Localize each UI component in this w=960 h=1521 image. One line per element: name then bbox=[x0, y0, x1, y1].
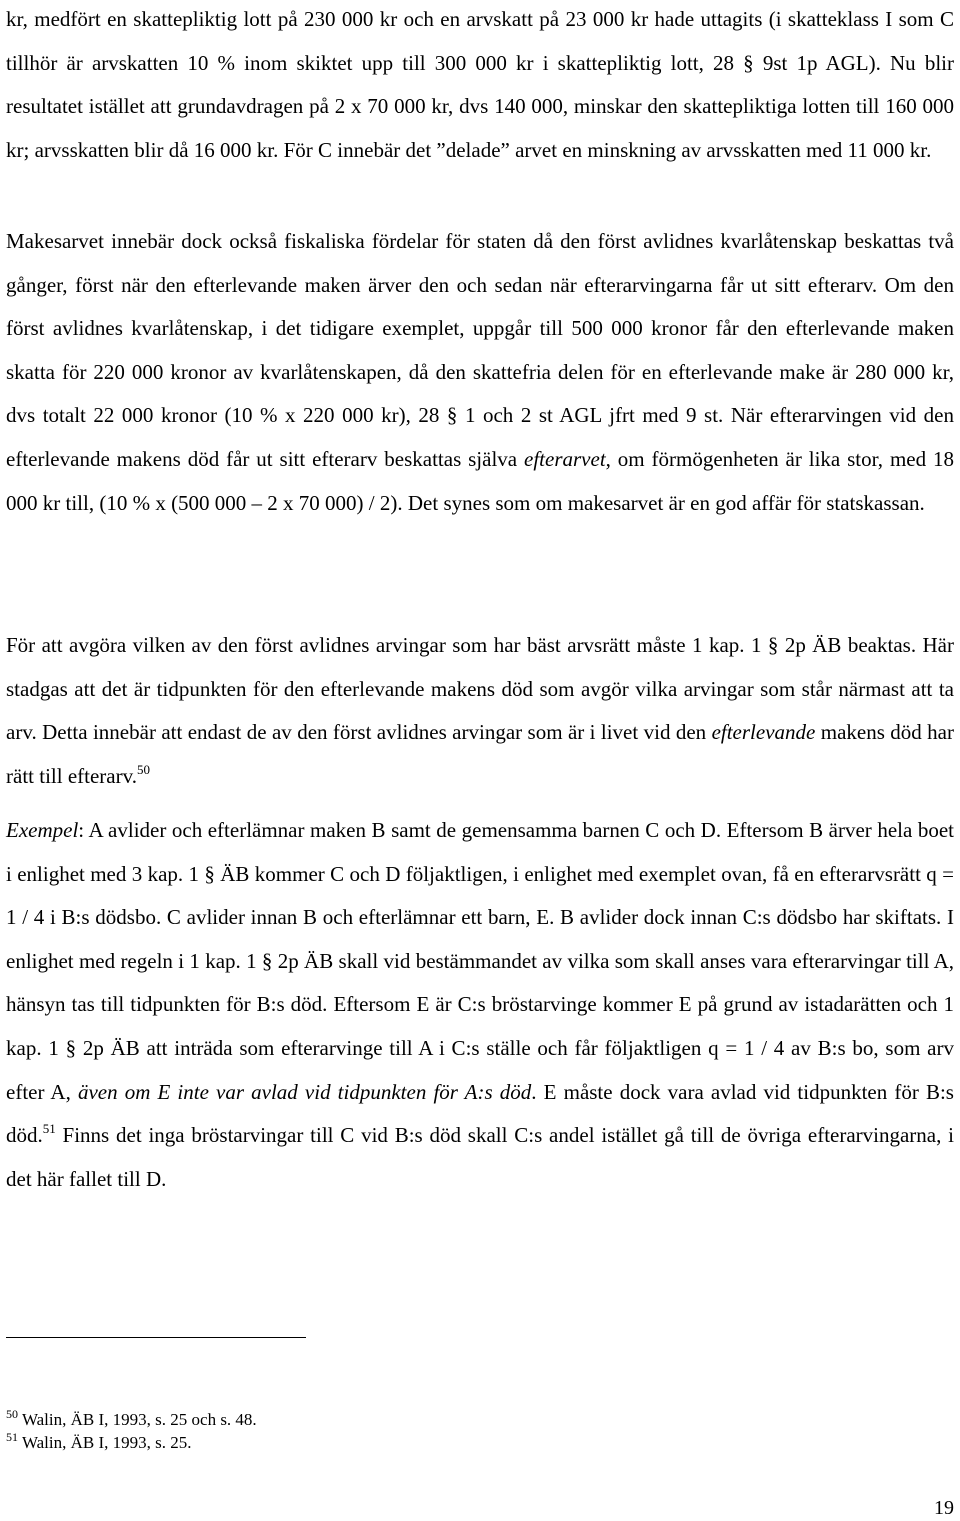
footnote-separator bbox=[6, 1337, 306, 1338]
paragraph-text: : A avlider och efterlämnar maken B samt de gemensamma barnen C och D. Eftersom B ärver hela boet i enlighet med 3 kap. 1 § ÄB kommer C och D följaktligen, i enlighet med exemplet ovan, få en efterarvsrätt q = 1 / 4 i B:s dödsbo. C avlider innan B och efterlämnar ett barn, E. B avlider dock innan C:s dödsbo har skiftats. I enlighet med regeln i 1 kap. 1 § 2p ÄB skall vid bestämmandet av vilka som skall anses vara efterarvingar till A, hänsyn tas till tidpunkten för B:s död. Eftersom E är C:s bröstarvinge kommer E på grund av istadarätten och 1 kap. 1 § 2p ÄB att inträda som efterarvinge till A i C:s ställe och får följaktligen q = 1 / 4 av B:s bo, som arv efter A, bbox=[6, 818, 954, 1104]
emphasis-efterlevande: efterlevande bbox=[711, 720, 816, 745]
footnote-number: 50 bbox=[6, 1407, 18, 1421]
paragraph-4-example bbox=[6, 809, 954, 1201]
paragraph-2 bbox=[6, 220, 954, 525]
footnote-ref-50[interactable]: 50 bbox=[136, 761, 150, 777]
paragraph-1 bbox=[6, 0, 954, 172]
paragraph-text: kr, medfört en skattepliktig lott på 230 000 kr och en arvskatt på 23 000 kr hade uttagits (i skatteklass I som C tillhör är arvskatten 10 % inom skiktet upp till 300 000 kr i skattepliktig lott, 28 § 9st 1p AGL). Nu blir resultatet istället att grundavdragen på 2 x 70 000 kr, dvs 140 000, minskar den skattepliktiga lotten till 160 000 kr; arvsskatten blir då 16 000 kr. För C innebär det ”delade” arvet en minskning av arvsskatten med 11 000 kr. bbox=[6, 7, 954, 162]
footnote-51 bbox=[6, 1431, 192, 1455]
footnote-number: 51 bbox=[6, 1430, 18, 1444]
paragraph-text: Makesarvet innebär dock också fiskaliska fördelar för staten då den först avlidnes kvarlåtenskap beskattas två gånger, först när den efterlevande maken ärver den och sedan när efterarvingarna får ut sitt efterarv. Om den först avlidnes kvarlåtenskap, i det tidigare exemplet, uppgår till 500 000 kronor får den efterlevande maken skatta för 220 000 kronor av kvarlåtenskapen, då den skattefria delen för en efterlevande make är 280 000 kr, dvs totalt 22 000 kronor (10 % x 220 000 kr), 28 § 1 och 2 st AGL jfrt med 9 st. När efterarvingen vid den efterlevande makens död får ut sitt efterarv beskattas själva bbox=[6, 229, 954, 471]
emphasis-clause: även om E inte var avlad vid tidpunkten för A:s död bbox=[77, 1079, 532, 1104]
emphasis-efterarvet: efterarvet bbox=[524, 446, 606, 471]
footnote-50 bbox=[6, 1408, 257, 1432]
paragraph-3 bbox=[6, 624, 954, 798]
paragraph-text: , om förmögenheten är lika stor, med 18 000 kr till, (10 % x (500 000 – 2 x 70 000) / 2). Det synes som om makesarvet är en god affär för statskassan. bbox=[6, 446, 954, 515]
page-number: 19 bbox=[934, 1497, 954, 1519]
footnote-text: Walin, ÄB I, 1993, s. 25 och s. 48. bbox=[21, 1410, 257, 1429]
paragraph-text: . E måste dock vara avlad vid tidpunkten för B:s död. bbox=[6, 1079, 954, 1148]
paragraph-text: För att avgöra vilken av den först avlidnes arvingar som har bäst arvsrätt måste 1 kap. 1 § 2p ÄB beaktas. Här stadgas att det är tidpunkten för den efterlevande makens död som avgör vilka arvingar som står närmast att ta arv. Detta innebär att endast de av den först avlidnes arvingar som är i livet vid den bbox=[6, 633, 954, 745]
paragraph-text: Finns det inga bröstarvingar till C vid B:s död skall C:s andel istället gå till de övriga efterarvingarna, i det här fallet till D. bbox=[6, 1123, 954, 1191]
example-label: Exempel bbox=[6, 818, 79, 842]
paragraph-text: makens död har rätt till efterarv. bbox=[6, 720, 954, 788]
footnote-ref-51[interactable]: 51 bbox=[42, 1121, 56, 1137]
footnote-text: Walin, ÄB I, 1993, s. 25. bbox=[21, 1433, 192, 1452]
